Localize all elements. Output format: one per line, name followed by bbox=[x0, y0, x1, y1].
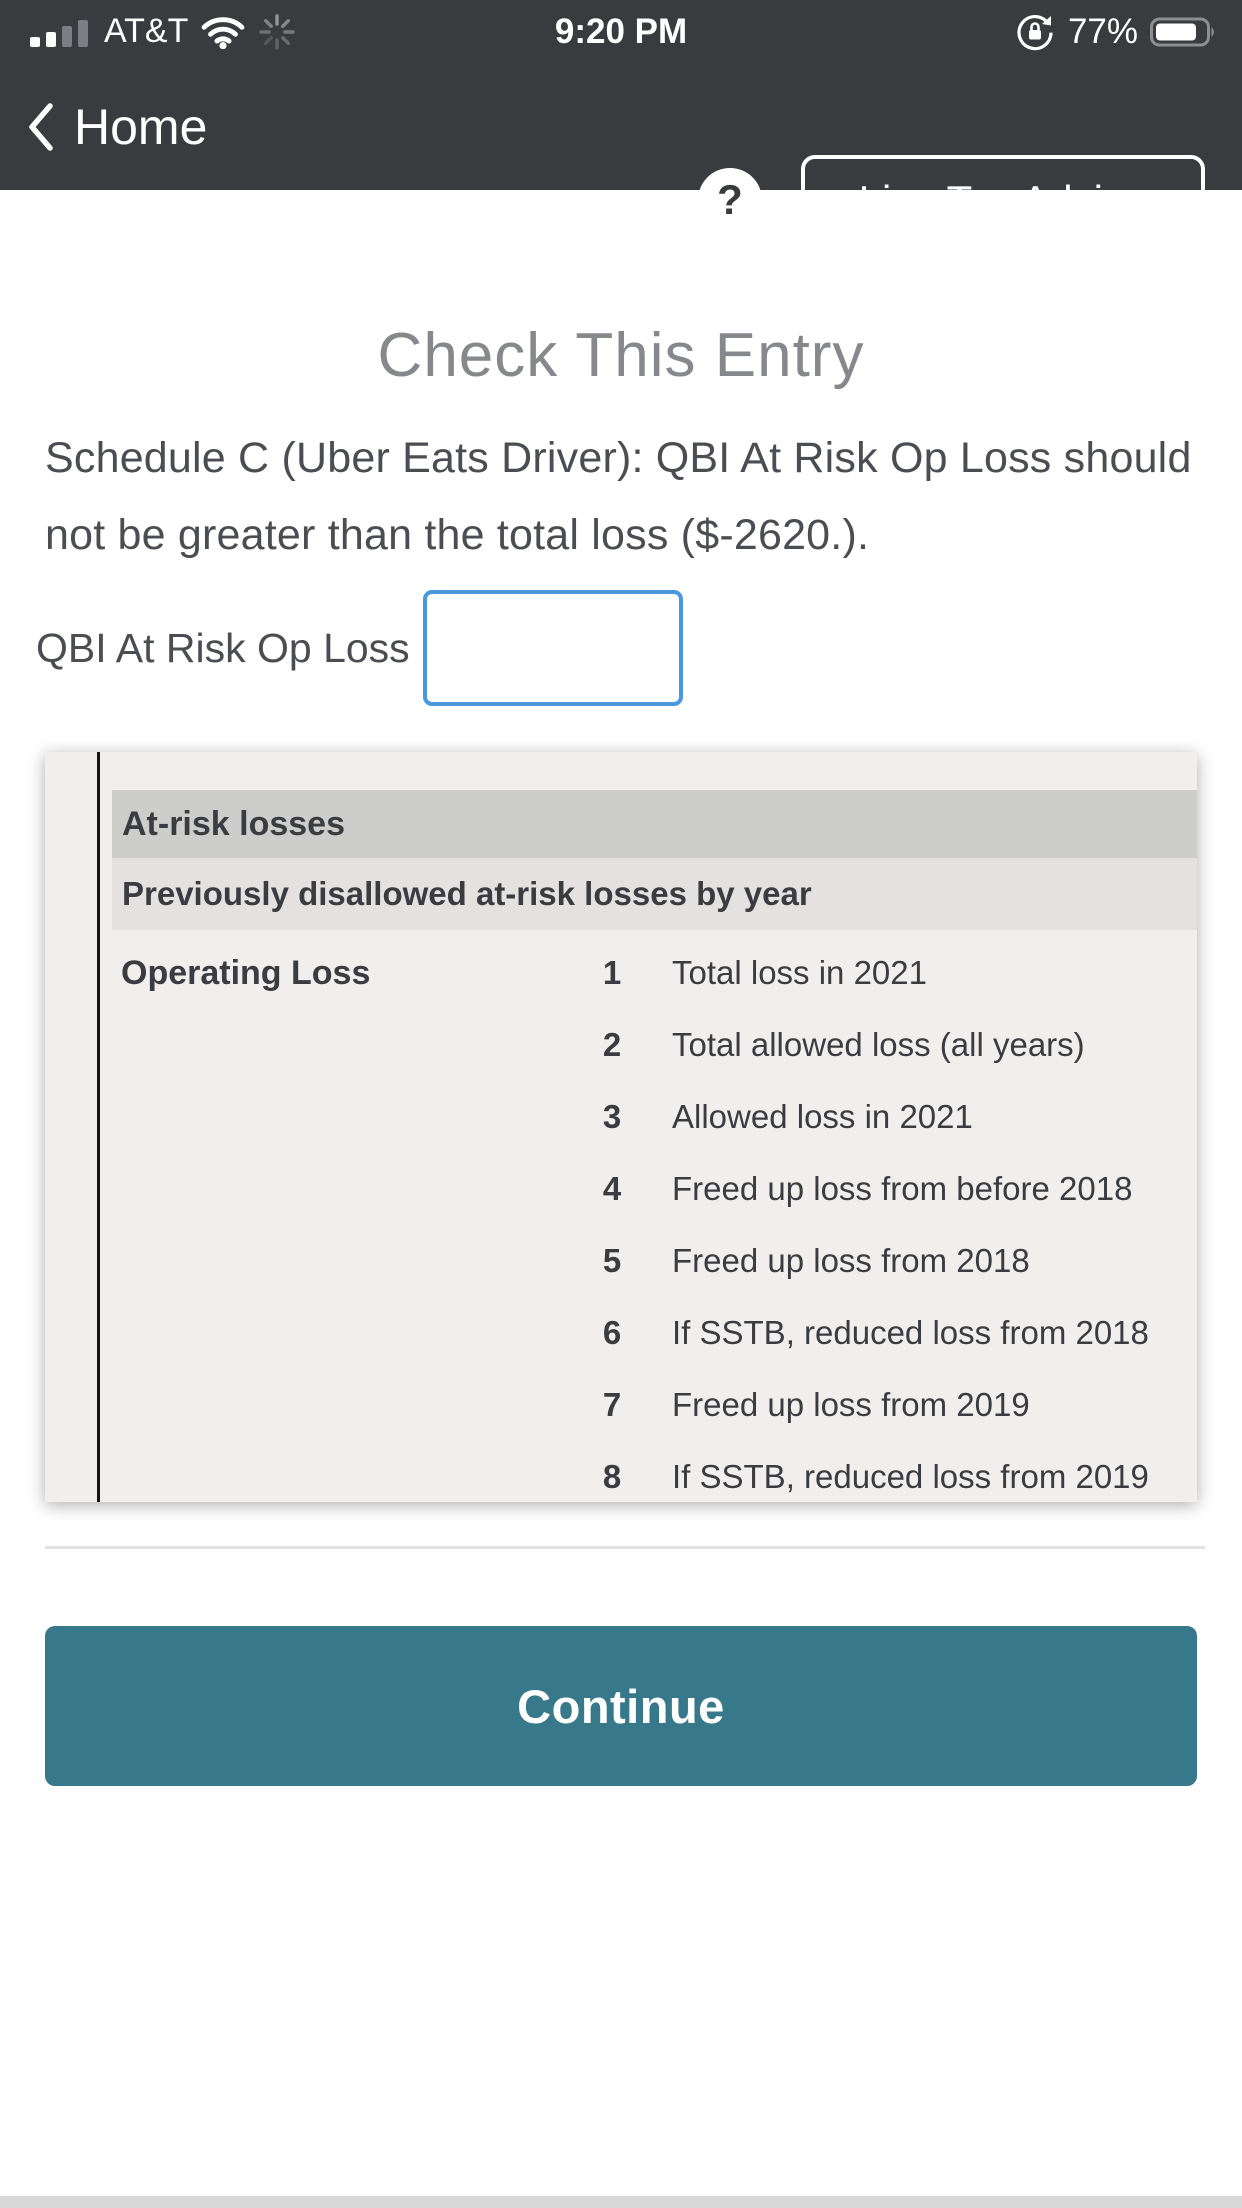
back-button[interactable] bbox=[26, 63, 207, 190]
table-row bbox=[112, 1081, 1197, 1153]
table-row bbox=[112, 937, 1197, 1009]
nav-bar bbox=[0, 63, 1242, 224]
at-risk-losses-form-panel[interactable] bbox=[45, 752, 1197, 1502]
page-title: Check This Entry bbox=[377, 320, 865, 390]
qbi-at-risk-op-loss-input[interactable] bbox=[423, 590, 683, 706]
battery-percent: 77% bbox=[1067, 11, 1138, 51]
row-label: Freed up loss from 2019 bbox=[672, 1386, 1030, 1423]
status-bar bbox=[0, 0, 1242, 63]
row-number: 2 bbox=[602, 1026, 622, 1063]
row-label: Freed up loss from 2018 bbox=[672, 1242, 1030, 1279]
clock: 9:20 PM bbox=[554, 11, 688, 51]
form-left-rule bbox=[97, 752, 100, 1502]
row-label: Allowed loss in 2021 bbox=[672, 1098, 973, 1135]
row-number: 5 bbox=[602, 1242, 622, 1279]
status-right-cluster bbox=[1014, 0, 1218, 63]
row-label: If SSTB, reduced loss from 2019 bbox=[672, 1458, 1149, 1495]
table-row bbox=[112, 1225, 1197, 1297]
table-row bbox=[112, 1441, 1197, 1502]
section-header: At-risk losses bbox=[112, 790, 1197, 858]
row-label: Total loss in 2021 bbox=[672, 954, 927, 991]
bottom-strip bbox=[0, 2196, 1242, 2208]
row-number: 4 bbox=[602, 1170, 622, 1207]
orientation-lock-icon bbox=[1014, 11, 1056, 53]
continue-button[interactable] bbox=[45, 1626, 1197, 1786]
form-rows bbox=[112, 937, 1197, 1502]
continue-label: Continue bbox=[517, 1679, 725, 1733]
subsection-header: Previously disallowed at-risk losses by year bbox=[112, 858, 1197, 930]
qbi-field-label: QBI At Risk Op Loss bbox=[36, 625, 410, 671]
row-label: Total allowed loss (all years) bbox=[672, 1026, 1085, 1063]
error-message bbox=[45, 420, 1205, 574]
row-number: 6 bbox=[602, 1314, 622, 1351]
error-message-line2: not be greater than the total loss ($-2620.). bbox=[45, 511, 870, 559]
carrier-label: AT&T bbox=[104, 12, 189, 50]
row-number: 3 bbox=[602, 1098, 622, 1135]
form-content bbox=[112, 752, 1197, 1502]
live-tax-advice-button[interactable] bbox=[801, 155, 1205, 247]
table-row bbox=[112, 1153, 1197, 1225]
table-row bbox=[112, 1297, 1197, 1369]
chevron-left-icon bbox=[26, 101, 56, 153]
svg-text:?: ? bbox=[717, 176, 743, 223]
row-label: If SSTB, reduced loss from 2018 bbox=[672, 1314, 1149, 1351]
row-group-label: Operating Loss bbox=[121, 954, 371, 992]
row-label: Freed up loss from before 2018 bbox=[672, 1170, 1133, 1207]
live-tax-advice-label: Live Tax Advice bbox=[858, 177, 1148, 224]
table-row bbox=[112, 1369, 1197, 1441]
back-label: Home bbox=[74, 98, 208, 155]
help-bubble-icon bbox=[696, 167, 764, 239]
row-number: 8 bbox=[602, 1458, 622, 1495]
section-divider bbox=[45, 1546, 1205, 1549]
battery-icon bbox=[1150, 16, 1218, 48]
row-number: 1 bbox=[602, 954, 622, 991]
table-row bbox=[112, 1009, 1197, 1081]
row-number: 7 bbox=[602, 1386, 622, 1423]
error-message-line1: Schedule C (Uber Eats Driver): QBI At Risk Op Loss should bbox=[45, 434, 1192, 482]
help-button[interactable] bbox=[696, 167, 764, 239]
